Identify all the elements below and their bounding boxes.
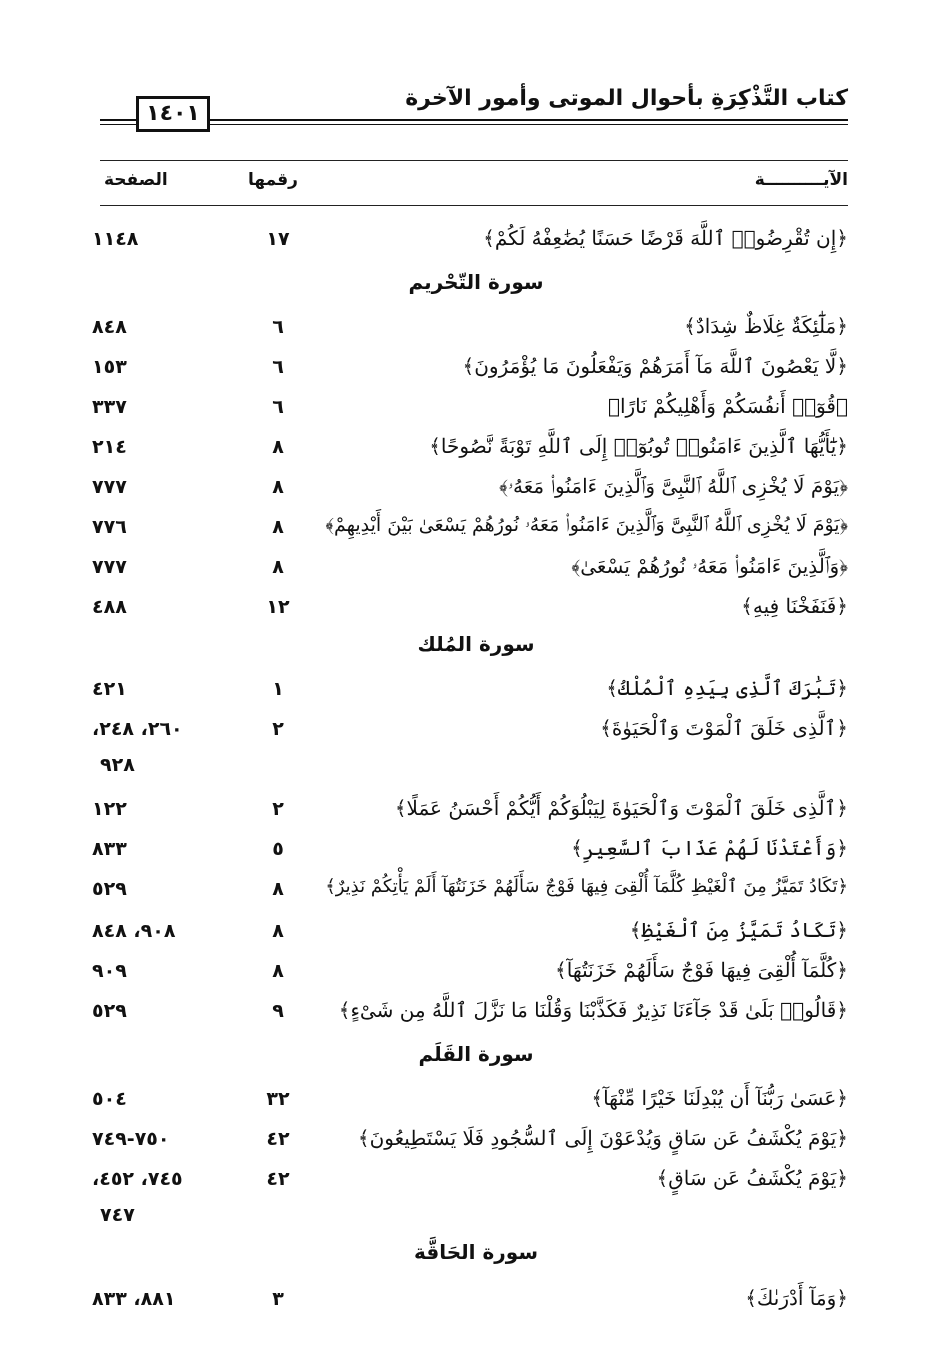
- ayah-text: ﴿تَكَادُ تَمَيَّزُ مِنَ ٱلْغَيْظِ﴾: [629, 918, 848, 942]
- column-header-number: رقمها: [248, 170, 298, 190]
- ayah-text: ﴿وَٱلَّذِينَ ءَامَنُوا۟ مَعَهُۥ نُورُهُمْ يَسْعَىٰ﴾: [571, 554, 848, 578]
- table-row: [0, 914, 952, 952]
- table-row: [0, 1162, 952, 1226]
- ayah-number: ١٧: [266, 228, 290, 250]
- ayah-text: ﴿يَوْمَ يُكْشَفُ عَن سَاقٍ﴾: [656, 1166, 848, 1190]
- table-row: [0, 1122, 952, 1160]
- table-row: [0, 430, 952, 468]
- page-reference: ٤٨٨: [92, 596, 127, 618]
- ayah-number: ٦: [272, 356, 284, 378]
- ayah-number: ٢: [272, 798, 284, 820]
- surah-heading: سورة المُلك: [417, 632, 535, 656]
- table-row: [0, 792, 952, 830]
- header-rule-left-bottom: [100, 124, 136, 125]
- ayah-text: ﴿قُوٓا۟ أَنفُسَكُمْ وَأَهْلِيكُمْ نَارًا﴾: [607, 394, 848, 418]
- page-reference: ٧٥٠-٧٤٩: [92, 1128, 170, 1150]
- ayah-number: ٥: [272, 838, 284, 860]
- ayah-text: ﴿وَمَآ أَدْرَىٰكَ﴾: [745, 1286, 848, 1310]
- ayah-text: ﴿يَٰٓأَيُّهَا ٱلَّذِينَ ءَامَنُوا۟ تُوبُوٓا۟ إِلَى ٱللَّهِ تَوْبَةً نَّصُوحًا﴾: [429, 434, 848, 458]
- ayah-text: ﴿إِن تُقْرِضُوا۟ ٱللَّهَ قَرْضًا حَسَنًا يُضَٰعِفْهُ لَكُمْ﴾: [483, 226, 848, 250]
- ayah-number: ٣: [272, 1288, 284, 1310]
- page-reference: ٩٠٨، ٨٤٨: [92, 920, 176, 942]
- ayah-number: ٩: [272, 1000, 284, 1022]
- table-row: [0, 672, 952, 710]
- header-rule-bottom: [210, 124, 848, 125]
- table-row: [0, 1082, 952, 1120]
- page-reference: ٨٣٣: [92, 838, 127, 860]
- ayah-number: ١: [272, 678, 284, 700]
- table-row: [0, 350, 952, 388]
- table-row: [0, 832, 952, 870]
- ayah-text: ﴿لَّا يَعْصُونَ ٱللَّهَ مَآ أَمَرَهُمْ وَيَفْعَلُونَ مَا يُؤْمَرُونَ﴾: [462, 354, 848, 378]
- page-reference: ٧٤٥، ٤٥٢،: [92, 1168, 183, 1190]
- ayah-text: ﴿يَوْمَ لَا يُخْزِى ٱللَّهُ ٱلنَّبِىَّ وَٱلَّذِينَ ءَامَنُوا۟ مَعَهُۥ نُورُهُمْ يَسْعَىٰ بَيْنَ أَيْدِيهِمْ﴾: [325, 514, 848, 536]
- ayah-number: ٦: [272, 316, 284, 338]
- ayah-text: ﴿كُلَّمَآ أُلْقِىَ فِيهَا فَوْجٌ سَأَلَهُمْ خَزَنَتُهَآ﴾: [555, 958, 848, 982]
- table-row: [0, 470, 952, 508]
- ayah-text: ﴿يَوْمَ لَا يُخْزِى ٱللَّهُ ٱلنَّبِىَّ وَٱلَّذِينَ ءَامَنُوا۟ مَعَهُۥ﴾: [499, 474, 848, 498]
- ayah-number: ٨: [272, 960, 284, 982]
- ayah-number: ٤٢: [266, 1128, 290, 1150]
- page-number: ١٤٠١: [136, 96, 210, 132]
- header-rule-top: [210, 119, 848, 121]
- table-header-rule: [100, 205, 848, 206]
- page-reference: ٢٦٠، ٢٤٨،: [92, 718, 183, 740]
- table-row: [0, 1282, 952, 1320]
- page-reference-continued: ٩٢٨: [100, 754, 135, 776]
- ayah-number: ٨: [272, 920, 284, 942]
- ayah-text: ﴿ٱلَّذِى خَلَقَ ٱلْمَوْتَ وَٱلْحَيَوٰةَ﴾: [600, 716, 848, 740]
- page-reference: ٢١٤: [92, 436, 127, 458]
- ayah-number: ٨: [272, 516, 284, 538]
- ayah-number: ٢: [272, 718, 284, 740]
- table-row: [0, 310, 952, 348]
- page-reference: ٤٢١: [92, 678, 127, 700]
- table-row: [0, 712, 952, 776]
- ayah-text: ﴿يَوْمَ يُكْشَفُ عَن سَاقٍ وَيُدْعَوْنَ إِلَى ٱلسُّجُودِ فَلَا يَسْتَطِيعُونَ﴾: [357, 1126, 848, 1150]
- book-title: كتاب التَّذْكِرَةِ بأحوال الموتى وأمور الآخرة: [405, 86, 848, 111]
- ayah-text: ﴿تَبَٰرَكَ ٱلَّذِى بِيَدِهِ ٱلْمُلْكُ﴾: [606, 676, 848, 700]
- ayah-number: ٣٢: [266, 1088, 290, 1110]
- table-row: [0, 222, 952, 260]
- ayah-text: ﴿فَنَفَخْنَا فِيهِ﴾: [741, 594, 848, 618]
- header-rule-left-top: [100, 119, 136, 121]
- page-reference: ٣٣٧: [92, 396, 127, 418]
- surah-heading: سورة الحَاقَّة: [413, 1240, 538, 1264]
- ayah-text: ﴿وَأَعْتَدْنَا لَهُمْ عَذَابَ ٱلسَّعِيرِ﴾: [571, 836, 848, 860]
- ayah-number: ٨: [272, 878, 284, 900]
- ayah-text: ﴿تَكَادُ تَمَيَّزُ مِنَ ٱلْغَيْظِ كُلَّمَآ أُلْقِىَ فِيهَا فَوْجٌ سَأَلَهُمْ خَزَنَتُهَآ أَلَمْ يَأْتِكُمْ نَذِيرٌ﴾: [325, 876, 848, 897]
- column-header-page: الصفحة: [104, 170, 168, 190]
- table-row: [0, 994, 952, 1032]
- ayah-text: ﴿مَلَٰٓئِكَةٌ غِلَاظٌ شِدَادٌ﴾: [684, 314, 848, 338]
- ayah-text: ﴿عَسَىٰ رَبُّنَآ أَن يُبْدِلَنَا خَيْرًا مِّنْهَآ﴾: [591, 1086, 848, 1110]
- ayah-number: ١٢: [266, 596, 290, 618]
- page-reference: ٧٧٧: [92, 476, 127, 498]
- page-reference: ٨٨١، ٨٣٣: [92, 1288, 176, 1310]
- ayah-number: ٦: [272, 396, 284, 418]
- table-row: [0, 954, 952, 992]
- page-reference: ٨٤٨: [92, 316, 127, 338]
- page-reference: ١٢٢: [92, 798, 127, 820]
- page-reference: ١٥٣: [92, 356, 127, 378]
- ayah-number: ٨: [272, 436, 284, 458]
- ayah-text: ﴿ٱلَّذِى خَلَقَ ٱلْمَوْتَ وَٱلْحَيَوٰةَ لِيَبْلُوَكُمْ أَيُّكُمْ أَحْسَنُ عَمَلًا﴾: [394, 796, 848, 820]
- page-reference: ٧٧٧: [92, 556, 127, 578]
- ayah-number: ٤٢: [266, 1168, 290, 1190]
- table-row: [0, 550, 952, 588]
- table-row: [0, 510, 952, 548]
- table-row: [0, 590, 952, 628]
- ayah-number: ٨: [272, 556, 284, 578]
- page-reference: ٥٢٩: [92, 878, 127, 900]
- page-reference: ٧٧٦: [92, 516, 127, 538]
- ayah-number: ٨: [272, 476, 284, 498]
- column-header-ayah: الآيــــــــــة: [754, 170, 848, 190]
- table-row: [0, 872, 952, 910]
- page-reference: ٩٠٩: [92, 960, 127, 982]
- page-reference-continued: ٧٤٧: [100, 1204, 135, 1226]
- ayah-text: ﴿قَالُوا۟ بَلَىٰ قَدْ جَآءَنَا نَذِيرٌ فَكَذَّبْنَا وَقُلْنَا مَا نَزَّلَ ٱللَّهُ مِن شَىْءٍ﴾: [338, 998, 848, 1022]
- page-reference: ٥٠٤: [92, 1088, 127, 1110]
- page-reference: ١١٤٨: [92, 228, 139, 250]
- surah-heading: سورة القَلَم: [418, 1042, 534, 1066]
- surah-heading: سورة التّحْريم: [408, 270, 544, 294]
- page-reference: ٥٢٩: [92, 1000, 127, 1022]
- table-row: [0, 390, 952, 428]
- table-top-rule: [100, 160, 848, 161]
